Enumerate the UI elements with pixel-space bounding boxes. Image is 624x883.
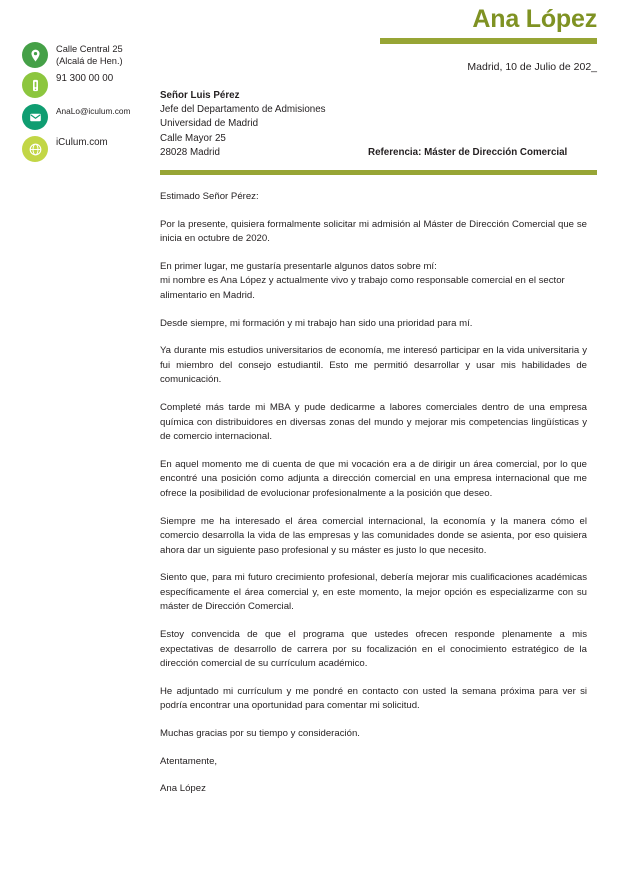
contact-address-line-1: Calle Central 25 [56, 44, 123, 54]
letter-paragraph: En aquel momento me di cuenta de que mi vocación era a de dirigir un área comercial, por lo que encontré una posición como adjunta a dirección comercial en una empresa internacional que me ofrece la posibilidad de evolucionar profesionalmente a la posición que deseo. [160, 458, 587, 499]
contact-phone-text: 91 300 00 00 [56, 73, 114, 84]
date-line: Madrid, 10 de Julio de 202_ [467, 61, 597, 73]
contact-item-phone [22, 72, 172, 98]
letter-thanks: Muchas gracias por su tiempo y consideración. [160, 728, 360, 740]
letter-paragraph: Desde siempre, mi formación y mi trabajo han sido una prioridad para mí. [160, 317, 473, 329]
letter-signature: Ana López [160, 783, 206, 795]
letter-paragraph: He adjuntado mi currículum y me pondré en contacto con usted la semana próxima para ver si podría encontrar una oportunidad para comentar mi solicitud. [160, 685, 587, 712]
recipient-line-3: Calle Mayor 25 [160, 132, 226, 144]
contact-block [22, 42, 172, 168]
email-icon [22, 104, 48, 130]
letter-paragraph: Completé más tarde mi MBA y pude dedicarme a labores comerciales dentro de una empresa química con distribuidores en diversas zonas del mundo y mejorar mis competencias lingüísticas y de comercio internacional. [160, 401, 587, 443]
reference-line: Referencia: Máster de Dirección Comercial [368, 147, 568, 158]
globe-icon [22, 136, 48, 162]
contact-item-website [22, 136, 172, 162]
letter-paragraph: Siempre me ha interesado el área comercial internacional, la economía y la manera cómo el comercio desarrolla la vida de las empresas y las comunidades donde se asienta, por eso quisiera ahora dar un siguiente paso profesional y su máster es justo lo que necesito. [160, 515, 587, 556]
letter-paragraph: Estoy convencida de que el programa que ustedes ofrecen responde plenamente a mis expectativas de desarrollo de carrera por su focalización en el conocimiento estratégico de la dirección comercial de su currículum académico. [160, 629, 587, 670]
contact-address-text [56, 42, 123, 68]
recipient-line-2: Universidad de Madrid [160, 118, 259, 130]
phone-icon [22, 72, 48, 98]
location-pin-icon [22, 42, 48, 68]
recipient-line-1: Jefe del Departamento de Admisiones [160, 104, 326, 116]
letter-paragraph: Por la presente, quisiera formalmente solicitar mi admisión al Máster de Dirección Comercial que se inicia en octubre de 2020. [160, 218, 587, 245]
letter-paragraph: Ya durante mis estudios universitarios de economía, me interesó participar en la vida universitaria y fui miembro del consejo estudiantil. Esto me permitió desarrollar y usar mis habilidades de comunicación. [160, 345, 587, 386]
letter-paragraph: Siento que, para mi futuro crecimiento profesional, debería mejorar mis cualificaciones académicas específicamente el área comercial y, en este momento, la mejor opción es especializarme con su máster de Dirección Comercial. [160, 572, 587, 613]
contact-item-email [22, 104, 172, 130]
recipient-name: Señor Luis Pérez [160, 90, 240, 101]
letter-paragraph: En primer lugar, me gustaría presentarle algunos datos sobre mí: mi nombre es Ana López y actualmente vivo y trabajo como responsable comercial en el sector alimentario en Madrid. [160, 260, 565, 301]
body-accent-rule [160, 170, 597, 175]
recipient-line-4: 28028 Madrid [160, 146, 220, 158]
contact-address-line-2: (Alcalá de Hen.) [56, 56, 123, 67]
header-accent-rule [380, 38, 597, 44]
contact-email-text: AnaLo@iculum.com [56, 106, 131, 116]
contact-website-text: iCulum.com [56, 137, 108, 148]
page-title: Ana López [472, 5, 597, 33]
letter-closing: Atentamente, [160, 755, 218, 767]
contact-item-address [22, 42, 172, 68]
recipient-block [160, 89, 326, 160]
letter-salutation: Estimado Señor Pérez: [160, 191, 259, 202]
letter-body [160, 190, 587, 810]
